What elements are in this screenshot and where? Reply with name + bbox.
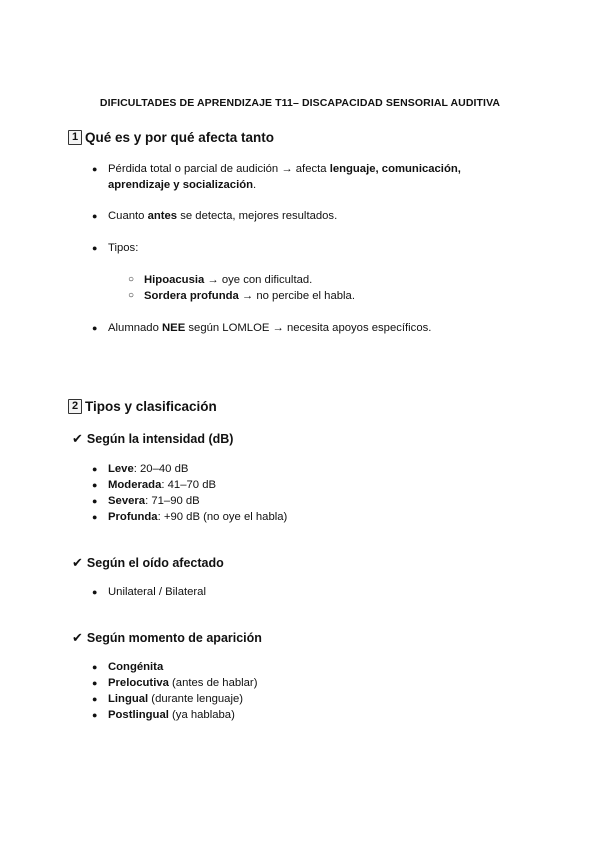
item-text: : 41–70 dB — [161, 479, 217, 491]
hollow-bullet-icon: ○ — [128, 274, 135, 285]
hollow-bullet-icon: ○ — [128, 290, 135, 301]
item-bold: Sordera profunda — [144, 290, 239, 302]
item-text: se detecta, mejores resultados. — [177, 210, 338, 222]
checkmark-icon: ✔ — [72, 630, 83, 645]
list-item — [92, 208, 337, 224]
item-bold: Congénita — [108, 661, 164, 673]
list-item — [92, 659, 163, 675]
item-text: : 71–90 dB — [145, 495, 200, 507]
bullet-icon: ● — [92, 678, 98, 688]
item-bold: Profunda — [108, 511, 158, 523]
bullet-icon: ● — [92, 587, 98, 597]
item-bold: aprendizaje y socialización — [108, 179, 254, 191]
subsection-intensity-heading — [72, 431, 233, 447]
item-text: Unilateral / Bilateral — [108, 586, 206, 598]
item-text: Cuanto — [108, 210, 148, 222]
section-2-heading-text: Tipos y clasificación — [85, 399, 217, 414]
subsection-heading-text: Según la intensidad (dB) — [86, 432, 234, 446]
item-bold: antes — [147, 210, 178, 222]
list-item — [92, 691, 243, 707]
item-text: Alumnado — [108, 322, 163, 334]
item-text: : +90 dB (no oye el habla) — [157, 511, 288, 523]
item-bold: lenguaje, comunicación, — [329, 163, 461, 175]
item-bold: Leve — [108, 463, 134, 475]
item-bold: Prelocutiva — [108, 677, 169, 689]
bullet-icon: ● — [92, 323, 98, 333]
checkmark-icon: ✔ — [72, 555, 83, 570]
item-text: según LOMLOE → necesita apoyos específicos. — [185, 322, 432, 334]
list-item — [92, 509, 287, 525]
item-bold: Severa — [108, 495, 146, 507]
section-number-1-icon: 1 — [68, 130, 82, 145]
list-item — [92, 161, 461, 193]
section-2-heading — [68, 399, 217, 414]
item-bold: Hipoacusia — [144, 274, 205, 286]
document-title: DIFICULTADES DE APRENDIZAJE T11– DISCAPACIDAD SENSORIAL AUDITIVA — [99, 97, 501, 109]
item-text: → no percibe el habla. — [238, 290, 355, 302]
list-item — [92, 477, 216, 493]
bullet-icon: ● — [92, 464, 98, 474]
item-text: Pérdida total o parcial de audición → afecta — [108, 163, 330, 175]
item-bold: Lingual — [108, 693, 149, 705]
item-bold: Postlingual — [108, 709, 169, 721]
item-text: Tipos: — [108, 242, 139, 254]
bullet-icon: ● — [92, 243, 98, 253]
item-text: . — [253, 179, 257, 191]
list-item — [92, 461, 188, 477]
section-number-2-icon: 2 — [68, 399, 82, 414]
item-text: (antes de hablar) — [168, 677, 258, 689]
subsection-onset-heading — [72, 630, 262, 646]
bullet-icon: ● — [92, 710, 98, 720]
subsection-heading-text: Según el oído afectado — [86, 556, 224, 570]
item-bold: NEE — [162, 322, 186, 334]
item-text: (ya hablaba) — [168, 709, 235, 721]
list-item — [92, 320, 431, 336]
bullet-icon: ● — [92, 211, 98, 221]
bullet-icon: ● — [92, 496, 98, 506]
list-item — [92, 240, 138, 256]
bullet-icon: ● — [92, 512, 98, 522]
bullet-icon: ● — [92, 662, 98, 672]
bullet-icon: ● — [92, 694, 98, 704]
item-bold: Moderada — [108, 479, 162, 491]
bullet-icon: ● — [92, 480, 98, 490]
sub-list-item — [128, 288, 355, 304]
checkmark-icon: ✔ — [72, 431, 83, 446]
list-item — [92, 707, 235, 723]
list-item — [92, 493, 200, 509]
bullet-icon: ● — [92, 164, 98, 174]
item-text: : 20–40 dB — [133, 463, 189, 475]
item-text: → oye con dificultad. — [204, 274, 313, 286]
list-item — [92, 675, 257, 691]
list-item — [92, 584, 206, 600]
sub-list-item — [128, 272, 312, 288]
section-1-heading-text: Qué es y por qué afecta tanto — [85, 130, 275, 145]
subsection-ear-heading — [72, 555, 224, 571]
subsection-heading-text: Según momento de aparición — [86, 631, 262, 645]
item-text: (durante lenguaje) — [148, 693, 244, 705]
section-1-heading — [68, 130, 274, 145]
